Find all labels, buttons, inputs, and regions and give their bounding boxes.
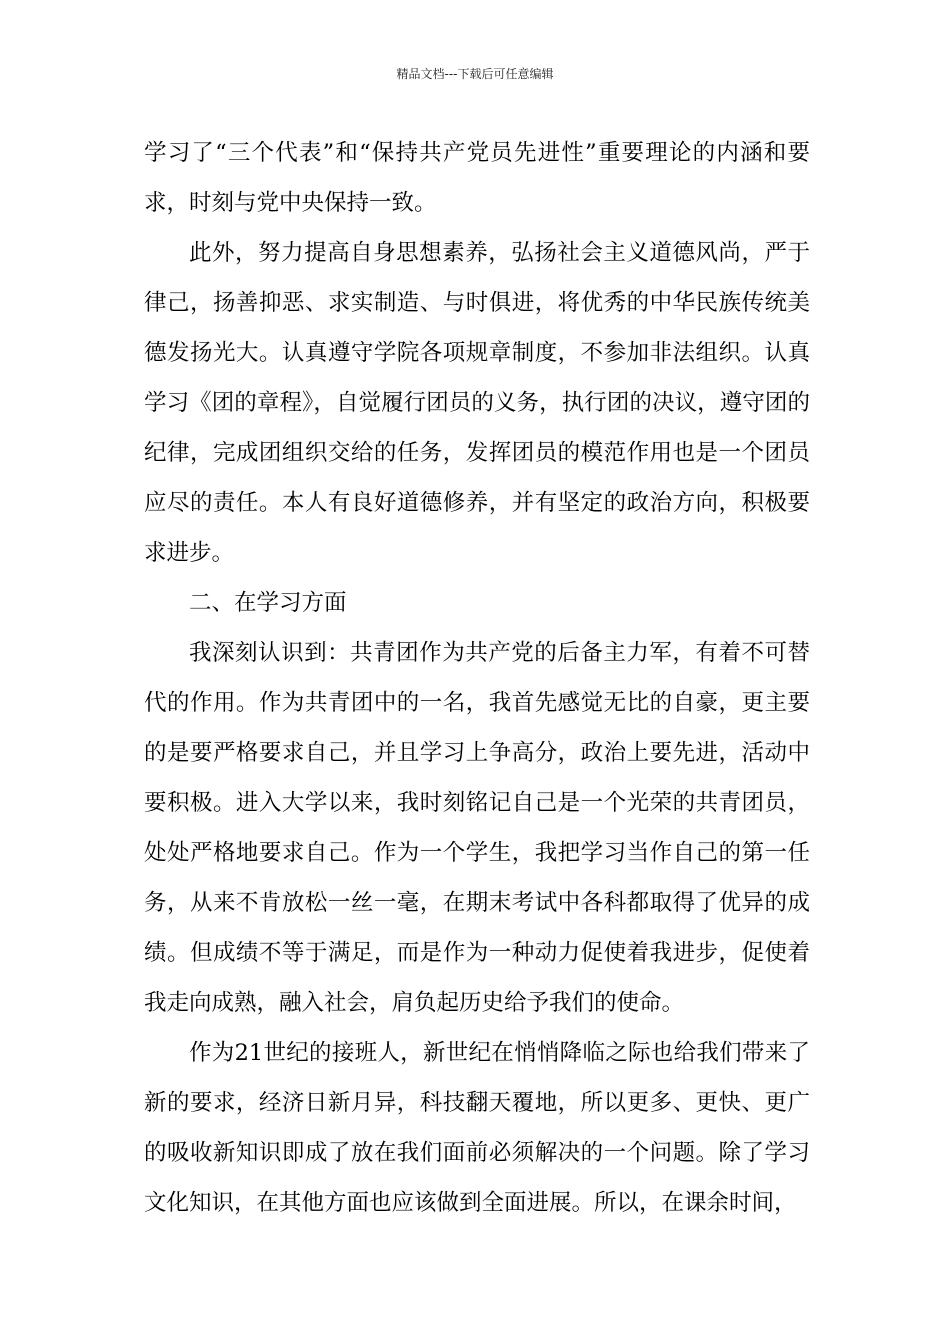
paragraph: 此外，努力提高自身思想素养，弘扬社会主义道德风尚，严于律己，扬善抑恶、求实制造、与时俱进，将优秀的中华民族传统美德发扬光大。认真遵守学院各项规章制度，不参加非法组织。认真学习《团的章程》，自觉履行团员的义务，执行团的决议，遵守团的纪律，完成团组织交给的任务，发挥团员的模范作用也是一个团员应尽的责任。本人有良好道德修养，并有坚定的政治方向，积极要求进步。: [144, 240, 810, 566]
page-header: 精品文档---下载后可任意编辑: [396, 67, 554, 81]
section-heading: 二、在学习方面: [189, 590, 347, 616]
paragraph: 学习了“三个代表”和“保持共产党员先进性”重要理论的内涵和要求，时刻与党中央保持一致。: [144, 140, 810, 216]
paragraph: 作为21世纪的接班人，新世纪在悄悄降临之际也给我们带来了新的要求，经济日新月异，科技翻天覆地，所以更多、更快、更广的吸收新知识即成了放在我们面前必须解决的一个问题。除了学习文化知识，在其他方面也应该做到全面进展。所以，在课余时间，: [144, 1040, 810, 1216]
paragraph: 我深刻认识到：共青团作为共产党的后备主力军，有着不可替代的作用。作为共青团中的一名，我首先感觉无比的自豪，更主要的是要严格要求自己，并且学习上争高分，政治上要先进，活动中要积极。进入大学以来，我时刻铭记自己是一个光荣的共青团员，处处严格地要求自己。作为一个学生，我把学习当作自己的第一任务，从来不肯放松一丝一毫，在期末考试中各科都取得了优异的成绩。但成绩不等于满足，而是作为一种动力促使着我进步，促使着我走向成熟，融入社会，肩负起历史给予我们的使命。: [144, 640, 810, 1016]
document-body: [144, 128, 810, 1228]
